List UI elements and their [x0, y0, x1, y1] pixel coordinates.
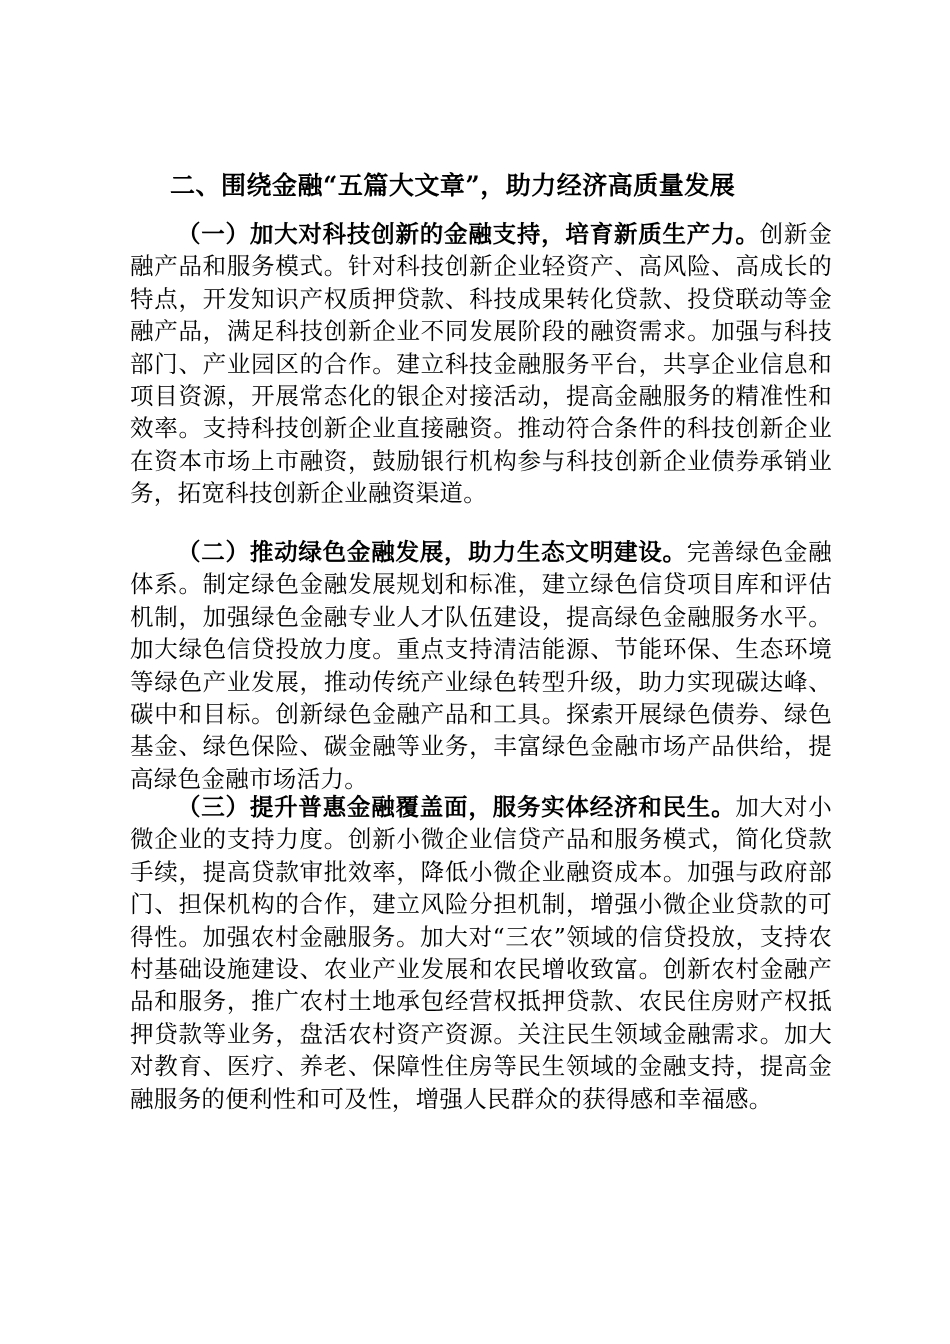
paragraph-lead: （一）加大对科技创新的金融支持，培育新质生产力。	[177, 220, 760, 248]
paragraph-tech-finance	[130, 218, 832, 510]
paragraph-green-finance	[130, 536, 832, 795]
paragraph-lead: （二）推动绿色金融发展，助力生态文明建设。	[177, 538, 687, 566]
paragraph-body: 创新金融产品和服务模式。针对科技创新企业轻资产、高风险、高成长的特点，开发知识产权质押贷款、科技成果转化贷款、投贷联动等金融产品，满足科技创新企业不同发展阶段的融资需求。加强与科技部门、产业园区的合作。建立科技金融服务平台，共享企业信息和项目资源，开展常态化的银企对接活动，提高金融服务的精准性和效率。支持科技创新企业直接融资。推动符合条件的科技创新企业在资本市场上市融资，鼓励银行机构参与科技创新企业债券承销业务，拓宽科技创新企业融资渠道。	[130, 220, 832, 508]
paragraph-body: 加大对小微企业的支持力度。创新小微企业信贷产品和服务模式，简化贷款手续，提高贷款审批效率，降低小微企业融资成本。加强与政府部门、担保机构的合作，建立风险分担机制，增强小微企业贷款的可得性。加强农村金融服务。加大对“三农”领域的信贷投放，支持农村基础设施建设、农业产业发展和农民增收致富。创新农村金融产品和服务，推广农村土地承包经营权抵押贷款、农民住房财产权抵押贷款等业务，盘活农村资产资源。关注民生领域金融需求。加大对教育、医疗、养老、保障性住房等民生领域的金融支持，提高金融服务的便利性和可及性，增强人民群众的获得感和幸福感。	[130, 793, 833, 1113]
paragraph-inclusive-finance	[130, 791, 832, 1115]
paragraph-body: 完善绿色金融体系。制定绿色金融发展规划和标准，建立绿色信贷项目库和评估机制，加强绿色金融专业人才队伍建设，提高绿色金融服务水平。加大绿色信贷投放力度。重点支持清洁能源、节能环保、生态环境等绿色产业发展，推动传统产业绿色转型升级，助力实现碳达峰、碳中和目标。创新绿色金融产品和工具。探索开展绿色债券、绿色基金、绿色保险、碳金融等业务，丰富绿色金融市场产品供给，提高绿色金融市场活力。	[130, 538, 832, 793]
section-heading: 二、围绕金融“五篇大文章”，助力经济高质量发展	[170, 171, 736, 200]
paragraph-lead: （三）提升普惠金融覆盖面，服务实体经济和民生。	[177, 793, 736, 821]
